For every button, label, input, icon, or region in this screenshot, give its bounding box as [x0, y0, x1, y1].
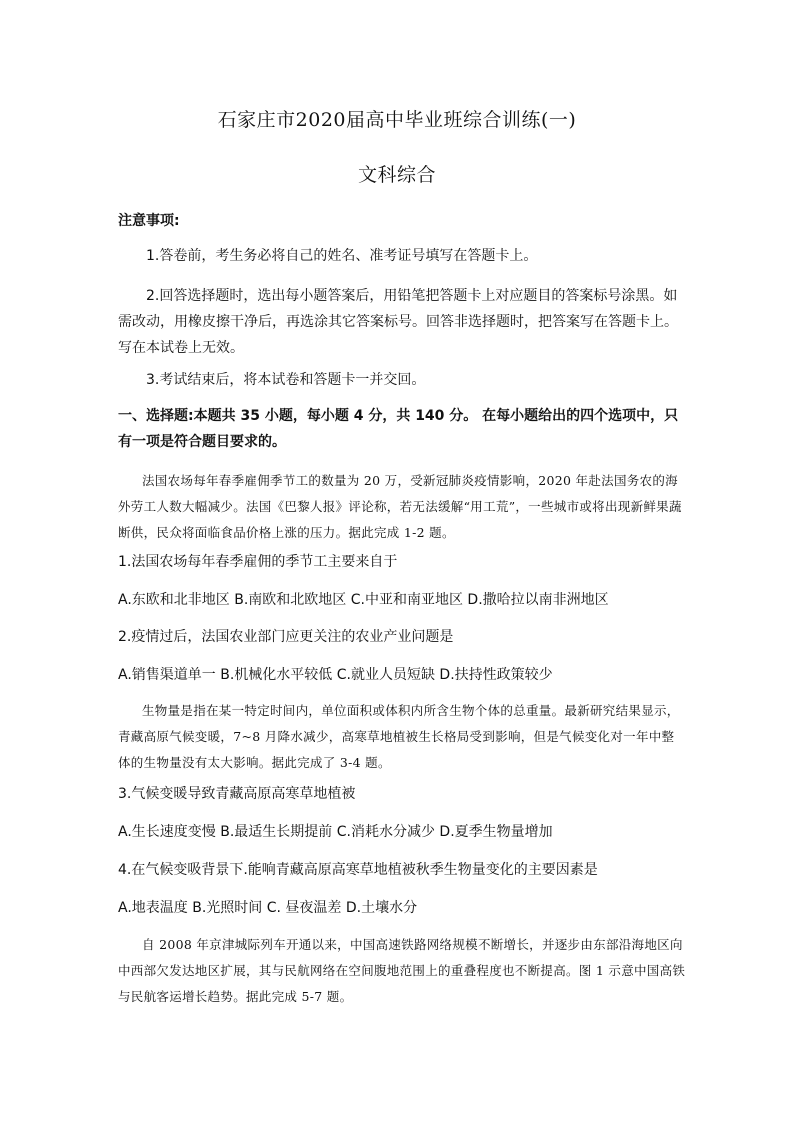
question-2-options: A.销售渠道单一 B.机械化水平较低 C.就业人员短缺 D.扶持性政策较少 [118, 667, 553, 683]
question-1-stem: 1.法国农场每年春季雇佣的季节工主要来自于 [118, 554, 398, 570]
question-3-stem: 3.气候变暖导致青藏高原高寒草地植被 [118, 786, 356, 802]
question-4-options: A.地表温度 B.光照时间 C. 昼夜温差 D.土壤水分 [118, 900, 418, 916]
notice-heading: 注意事项: [118, 213, 180, 229]
question-4-stem: 4.在气候变吸背景下.能响青藏高原高寒草地植被秋季生物量变化的主要因素是 [118, 862, 598, 878]
material-1: 法国农场每年春季雇佣季节工的数量为 20 万，受新冠肺炎疫情影响，2020 年赴法国务农的海外劳工人数大幅减少。法国《巴黎人报》评论称，若无法缓解“用工荒”，一些城市或将出现新鲜果蔬断供，民众将面临食品价格上涨的压力。据此完成 1-2 题。 [118, 473, 682, 540]
exam-subtitle: 文科综合 [357, 164, 436, 186]
section-1-instruction: 一、选择题:本题共 35 小题，每小题 4 分，共 140 分。 在每小题给出的四个选项中，只有一项是符合题目要求的。 [118, 408, 679, 450]
notice-item-2: 2.回答选择题时，选出每小题答案后，用铅笔把答题卡上对应题目的答案标号涂黑。如需改动，用橡皮擦干净后，再选涂其它答案标号。回答非选择题时，把答案写在答题卡上。写在本试卷上无效。 [118, 288, 678, 356]
material-3: 自 2008 年京津城际列车开通以来，中国高速铁路网络规模不断增长，并逐步由东部沿海地区向中西部欠发达地区扩展，其与民航网络在空间腹地范围上的重叠程度也不断提高。图 1 示意中国高铁与民航客运增长趋势。据此完成 5-7 题。 [118, 937, 686, 1004]
notice-item-3: 3.考试结束后，将本试卷和答题卡一并交回。 [146, 372, 426, 388]
question-1-options: A.东欧和北非地区 B.南欧和北欧地区 C.中亚和南亚地区 D.撒哈拉以南非洲地区 [118, 592, 609, 608]
question-3-options: A.生长速度变慢 B.最适生长期提前 C.消耗水分减少 D.夏季生物量增加 [118, 824, 553, 840]
question-2-stem: 2.疫情过后，法国农业部门应更关注的农业产业问题是 [118, 629, 454, 645]
exam-title: 石家庄市2020届高中毕业班综合训练(一) [217, 109, 577, 131]
material-2: 生物量是指在某一特定时间内，单位面积或体积内所含生物个体的总重量。最新研究结果显示，青藏高原气候变暖，7~8 月降水减少，高寒草地植被生长格局受到影响，但是气候变化对一年中整体的生物量没有太大影响。据此完成了 3-4 题。 [118, 703, 680, 770]
notice-item-1: 1.答卷前，考生务必将自己的姓名、准考证号填写在答题卡上。 [146, 248, 538, 264]
